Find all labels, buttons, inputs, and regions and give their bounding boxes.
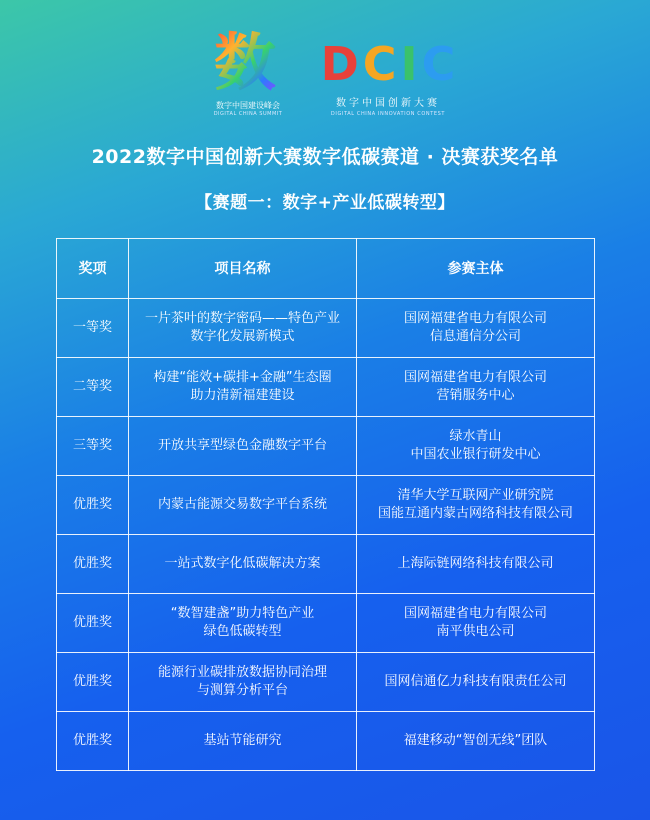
org-name-line: 清华大学互联网产业研究院 [397, 488, 554, 503]
section-subtitle: 【赛题一：数字+产业低碳转型】 [195, 193, 455, 213]
org-cell [357, 299, 595, 358]
summit-logo-subtitle: 数字中国建设峰会 [216, 101, 280, 110]
header-project: 项目名称 [129, 239, 357, 299]
award-cell: 优胜奖 [57, 535, 129, 594]
table-header-row [57, 239, 595, 299]
summit-logo-subtitle-en: DIGITAL CHINA SUMMIT [213, 111, 283, 117]
org-name-line: 国网信通亿力科技有限责任公司 [384, 674, 567, 689]
award-cell: 三等奖 [57, 417, 129, 476]
org-name-line: 国网福建省电力有限公司 [403, 370, 547, 385]
dcic-logo-letters [318, 37, 458, 91]
summit-logo-glyph: 数 [210, 28, 280, 98]
project-name-line: 内蒙古能源交易数字平台系统 [157, 497, 327, 512]
org-name-line: 信息通信分公司 [429, 329, 521, 344]
project-name-line: 开放共享型绿色金融数字平台 [157, 438, 327, 453]
project-cell [129, 299, 357, 358]
page-title: 2022数字中国创新大赛数字低碳赛道 · 决赛获奖名单 [91, 146, 559, 168]
header-award: 奖项 [57, 239, 129, 299]
award-cell: 一等奖 [57, 299, 129, 358]
table-row [57, 299, 595, 358]
table-row [57, 358, 595, 417]
org-name-line: 营销服务中心 [436, 388, 515, 403]
project-name-line: 能源行业碳排放数据协同治理 [157, 665, 327, 680]
project-cell [129, 417, 357, 476]
project-name-line: 一站式数字化低碳解决方案 [164, 556, 321, 571]
dcic-letter: I [400, 37, 418, 91]
dcic-logo-subtitle-en: DIGITAL CHINA INNOVATION CONTEST [330, 111, 446, 117]
project-cell [129, 476, 357, 535]
project-name-line: “数智建盏”助力特色产业 [170, 606, 315, 621]
dcic-letter: C [421, 37, 456, 91]
org-cell [357, 358, 595, 417]
org-cell [357, 535, 595, 594]
table-row [57, 476, 595, 535]
dcic-logo-subtitle: 数字中国创新大赛 [336, 98, 440, 109]
org-name-line: 中国农业银行研发中心 [410, 447, 541, 462]
org-cell [357, 476, 595, 535]
org-name-line: 国网福建省电力有限公司 [403, 311, 547, 326]
logo-area [0, 28, 650, 120]
dcic-letter: C [362, 37, 397, 91]
table-row [57, 712, 595, 771]
table-row [57, 535, 595, 594]
header-org: 参赛主体 [357, 239, 595, 299]
org-name-line: 国网福建省电力有限公司 [403, 606, 547, 621]
org-name-line: 南平供电公司 [436, 624, 515, 639]
org-cell [357, 594, 595, 653]
org-cell [357, 653, 595, 712]
table-row [57, 594, 595, 653]
project-name-line: 绿色低碳转型 [203, 624, 282, 639]
award-cell: 优胜奖 [57, 476, 129, 535]
project-cell [129, 712, 357, 771]
org-cell [357, 712, 595, 771]
award-cell: 优胜奖 [57, 712, 129, 771]
table-row [57, 653, 595, 712]
project-name-line: 基站节能研究 [203, 733, 282, 748]
award-cell: 优胜奖 [57, 594, 129, 653]
dcic-logo [318, 37, 458, 120]
table-row [57, 417, 595, 476]
dcic-letter: D [320, 37, 359, 91]
award-cell: 优胜奖 [57, 653, 129, 712]
org-name-line: 福建移动“智创无线”团队 [403, 733, 548, 748]
org-name-line: 国能互通内蒙古网络科技有限公司 [377, 506, 573, 521]
project-name-line: 一片茶叶的数字密码——特色产业 [144, 311, 340, 326]
project-name-line: 数字化发展新模式 [190, 329, 295, 344]
project-cell [129, 358, 357, 417]
project-cell [129, 594, 357, 653]
project-name-line: 构建“能效+碳排+金融”生态圈 [153, 370, 332, 385]
digital-china-summit-logo [200, 28, 296, 120]
org-name-line: 绿水青山 [449, 429, 502, 444]
project-name-line: 助力清新福建建设 [190, 388, 295, 403]
awards-table [56, 238, 595, 771]
project-cell [129, 535, 357, 594]
org-cell [357, 417, 595, 476]
award-cell: 二等奖 [57, 358, 129, 417]
org-name-line: 上海际链网络科技有限公司 [397, 556, 554, 571]
project-cell [129, 653, 357, 712]
project-name-line: 与测算分析平台 [196, 683, 288, 698]
